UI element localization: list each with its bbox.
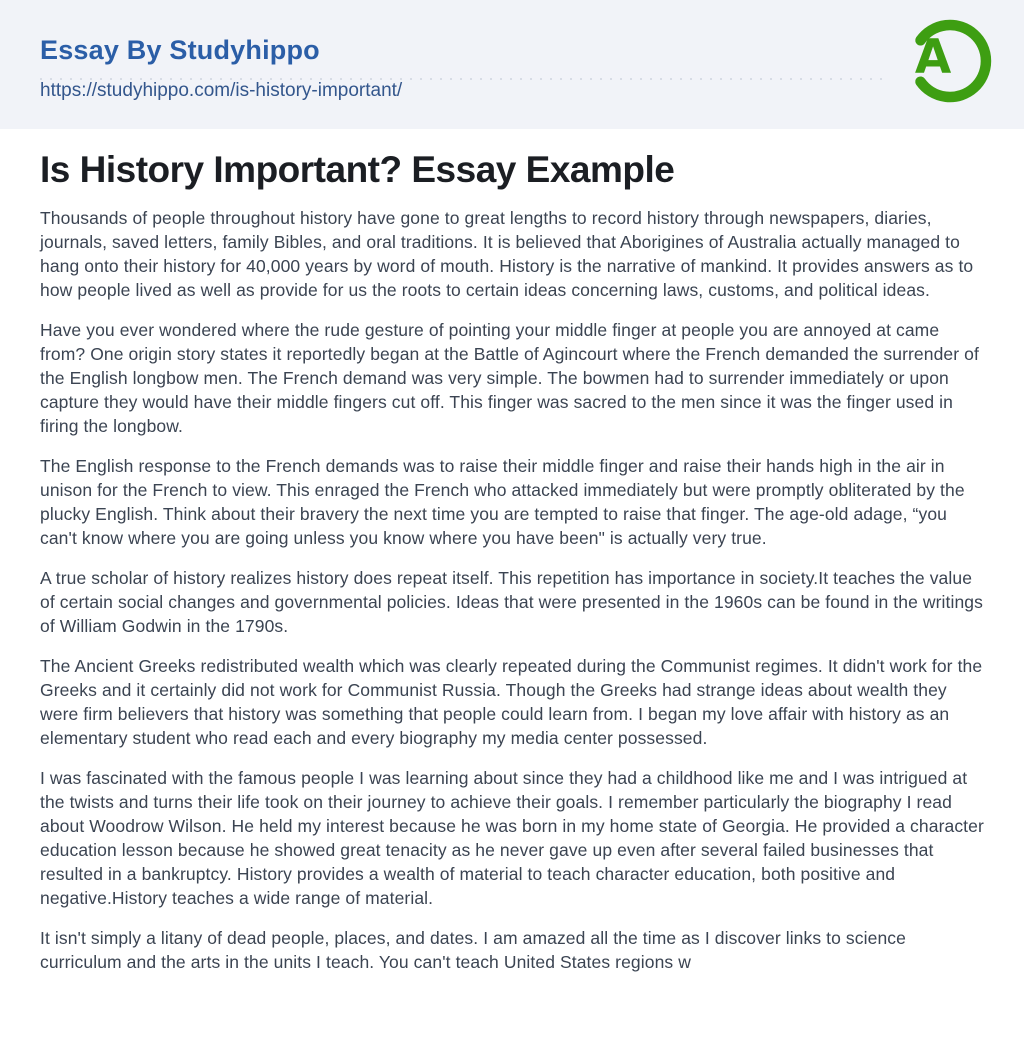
logo-arc-graphic: [905, 16, 995, 106]
site-title: Essay By Studyhippo: [40, 35, 320, 65]
essay-paragraph: The English response to the French demands was to raise their middle finger and raise their hands high in the air in unison for the French to view. This enraged the French who attacked immediately but were promptly obliterated by the plucky English. Think about their bravery the next time you are tempted to raise that finger. The age-old adage, “you can't know where you are going unless you know where you have been" is actually very true.: [40, 456, 965, 548]
essay-paragraph: A true scholar of history realizes history does repeat itself. This repetition has importance in society.It teaches the value of certain social changes and governmental policies. Ideas that were presented in the 1960s can be found in the writings of William Godwin in the 1790s.: [40, 568, 983, 636]
essay-paragraph: The Ancient Greeks redistributed wealth which was clearly repeated during the Communist regimes. It didn't work for the Greeks and it certainly did not work for Communist Russia. Though the Greeks had strange ideas about wealth they were firm believers that history was something that people could learn from. I began my love affair with history as an elementary student who read each and every biography my media center possessed.: [40, 656, 983, 748]
essay-paragraph: I was fascinated with the famous people I was learning about since they had a childhood like me and I was intrigued at the twists and turns their life took on their journey to achieve their goals. I remember particularly the biography I read about Woodrow Wilson. He held my interest because he was born in my home state of Georgia. He provided a character education lesson because he showed great tenacity as he never gave up even after several failed businesses that resulted in a bankruptcy. History provides a wealth of material to teach character education, both positive and negative.History teaches a wide range of material.: [40, 768, 984, 908]
essay-paragraph: It isn't simply a litany of dead people, places, and dates. I am amazed all the time as I discover links to science curriculum and the arts in the units I teach. You can't teach United States regions w: [40, 928, 906, 972]
logo-letter: A: [914, 30, 952, 85]
essay-body: [40, 206, 984, 974]
essay-content: [0, 129, 1024, 974]
dotted-separator: [40, 78, 885, 80]
studyhippo-logo-icon: [905, 16, 995, 106]
page-url-link[interactable]: https://studyhippo.com/is-history-important/: [40, 80, 403, 101]
essay-paragraph: Thousands of people throughout history have gone to great lengths to record history through newspapers, diaries, journals, saved letters, family Bibles, and oral traditions. It is believed that Aborigines of Australia actually managed to hang onto their history for 40,000 years by word of mouth. History is the narrative of mankind. It provides answers as to how people lived as well as provide for us the roots to certain ideas concerning laws, customs, and political ideas.: [40, 208, 974, 300]
essay-paragraph: Have you ever wondered where the rude gesture of pointing your middle finger at people you are annoyed at came from? One origin story states it reportedly began at the Battle of Agincourt where the French demanded the surrender of the English longbow men. The French demand was very simple. The bowmen had to surrender immediately or upon capture they would have their middle fingers cut off. This finger was sacred to the men since it was the finger used in firing the longbow.: [40, 320, 979, 436]
page-header: [0, 0, 1024, 129]
essay-title: Is History Important? Essay Example: [40, 149, 675, 190]
